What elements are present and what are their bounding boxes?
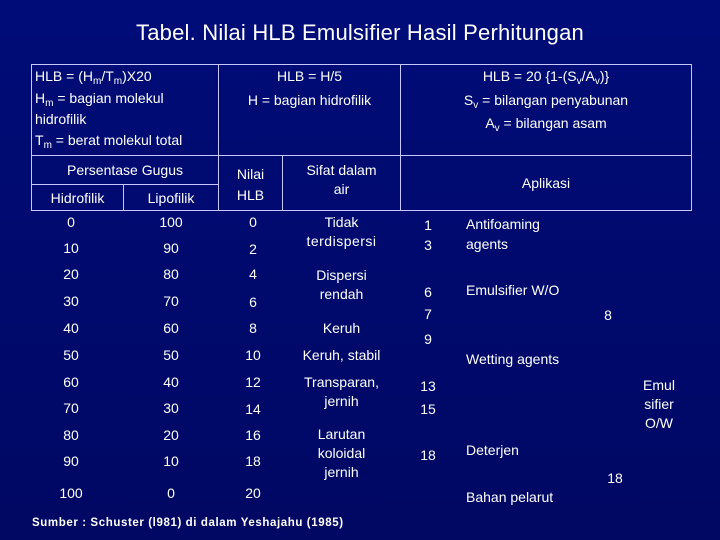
range-7: 7 <box>424 306 432 322</box>
sifat-6-line-2: koloidal <box>317 445 366 461</box>
sifat-6-line-3: jernih <box>324 464 359 480</box>
row-8-hidrofilik: 80 <box>63 427 79 443</box>
row-2-hlb: 4 <box>249 266 257 282</box>
formula-1-line-2: $H_m$ = bagian molekul <box>35 90 164 109</box>
row-9-hidrofilik: 90 <box>63 453 79 469</box>
row-6-hlb: 12 <box>245 374 261 390</box>
row-4-hlb: 8 <box>249 320 257 336</box>
row-4-lipofilik: 60 <box>163 320 179 336</box>
sifat-2-line-1: Dispersi <box>316 267 367 283</box>
row-5-lipofilik: 50 <box>163 347 179 363</box>
range-6: 6 <box>424 284 432 300</box>
sifat-5-line-2: jernih <box>324 393 359 409</box>
row-10-hidrofilik: 100 <box>59 485 83 501</box>
row-1-hidrofilik: 10 <box>63 240 79 256</box>
range-15: 15 <box>420 401 436 417</box>
formula-3-line-3: $A_v$ = bilangan asam <box>485 115 607 134</box>
range-13: 13 <box>420 378 436 394</box>
row-8-lipofilik: 20 <box>163 427 179 443</box>
row-10-lipofilik: 0 <box>167 485 175 501</box>
app-bahan-pelarut: Bahan pelarut <box>466 489 554 505</box>
row-4-hidrofilik: 40 <box>63 320 79 336</box>
header-lipofilik-label: Lipofilik <box>147 190 195 206</box>
side-value-18: 18 <box>607 470 623 486</box>
app-antifoaming-line-1: Antifoaming <box>466 216 540 232</box>
sifat-4: Keruh, stabil <box>302 347 381 363</box>
row-9-lipofilik: 10 <box>163 453 179 469</box>
range-1: 1 <box>424 217 432 233</box>
range-3: 3 <box>424 237 432 253</box>
header-persentase-label: Persentase Gugus <box>67 162 183 178</box>
side-emulsifier-ow-line-3: O/W <box>645 415 673 431</box>
formula-1-line-3: hidrofilik <box>35 111 87 127</box>
formula-3-line-1: HLB = 20 $\{1-(S_v/A_v)\}$ <box>482 68 610 87</box>
sifat-2-line-2: rendah <box>319 286 364 302</box>
row-8-hlb: 16 <box>245 427 261 443</box>
header-hlb-label: HLB <box>236 187 265 203</box>
row-1-lipofilik: 90 <box>163 240 179 256</box>
sifat-5-line-1: Transparan, <box>304 374 379 390</box>
row-5-hidrofilik: 50 <box>63 347 79 363</box>
row-6-lipofilik: 40 <box>163 374 179 390</box>
side-value-8: 8 <box>604 307 612 323</box>
row-3-lipofilik: 70 <box>163 293 179 309</box>
row-7-hlb: 14 <box>245 401 261 417</box>
range-18: 18 <box>420 447 436 463</box>
row-7-hidrofilik: 70 <box>63 400 79 416</box>
range-9: 9 <box>424 331 432 347</box>
app-antifoaming-line-2: agents <box>466 236 509 252</box>
row-10-hlb: 20 <box>245 485 261 501</box>
formula-1-line-4: $T_m$ = berat molekul total <box>35 132 183 151</box>
source-note: Sumber : Schuster (l981) di dalam Yeshajahu (1985) <box>32 517 344 529</box>
row-3-hidrofilik: 30 <box>63 293 79 309</box>
row-6-hidrofilik: 60 <box>63 374 79 390</box>
row-0-lipofilik: 100 <box>159 214 183 230</box>
sifat-1-line-2: terdispersi <box>306 233 377 249</box>
row-3-hlb: 6 <box>249 294 257 310</box>
formula-2-line-2: H = bagian hidrofilik <box>247 92 372 108</box>
side-emulsifier-ow-line-1: Emul <box>643 377 675 393</box>
header-sifat-line-1: Sifat dalam <box>306 162 377 178</box>
header-hidrofilik-label: Hidrofilik <box>50 190 105 206</box>
row-1-hlb: 2 <box>249 241 257 257</box>
formula-3-line-2: $S_v$ = bilangan penyabunan <box>463 92 629 111</box>
sifat-3: Keruh <box>322 320 361 336</box>
row-0-hlb: 0 <box>249 214 257 230</box>
side-emulsifier-ow-line-2: sifier <box>644 396 674 412</box>
header-sifat-line-2: air <box>333 181 350 197</box>
sifat-6-line-1: Larutan <box>317 426 366 442</box>
sifat-1-line-1: Tidak <box>324 214 359 230</box>
app-deterjen: Deterjen <box>466 442 519 458</box>
header-aplikasi-label: Aplikasi <box>521 175 571 191</box>
formula-1-line-1: HLB = $(H_m/T_m)X20$ <box>35 68 152 87</box>
row-5-hlb: 10 <box>245 347 261 363</box>
row-7-lipofilik: 30 <box>163 400 179 416</box>
row-9-hlb: 18 <box>245 453 261 469</box>
formula-2-line-1: HLB = H/5 <box>277 68 342 84</box>
row-0-hidrofilik: 0 <box>67 214 75 230</box>
app-wetting-agents: Wetting agents <box>466 351 560 367</box>
app-emulsifier-wo: Emulsifier W/O <box>466 282 560 298</box>
header-nilai-label: Nilai <box>236 166 265 182</box>
row-2-lipofilik: 80 <box>163 266 179 282</box>
row-2-hidrofilik: 20 <box>63 266 79 282</box>
page-title: Tabel. Nilai HLB Emulsifier Hasil Perhitungan <box>136 20 584 45</box>
